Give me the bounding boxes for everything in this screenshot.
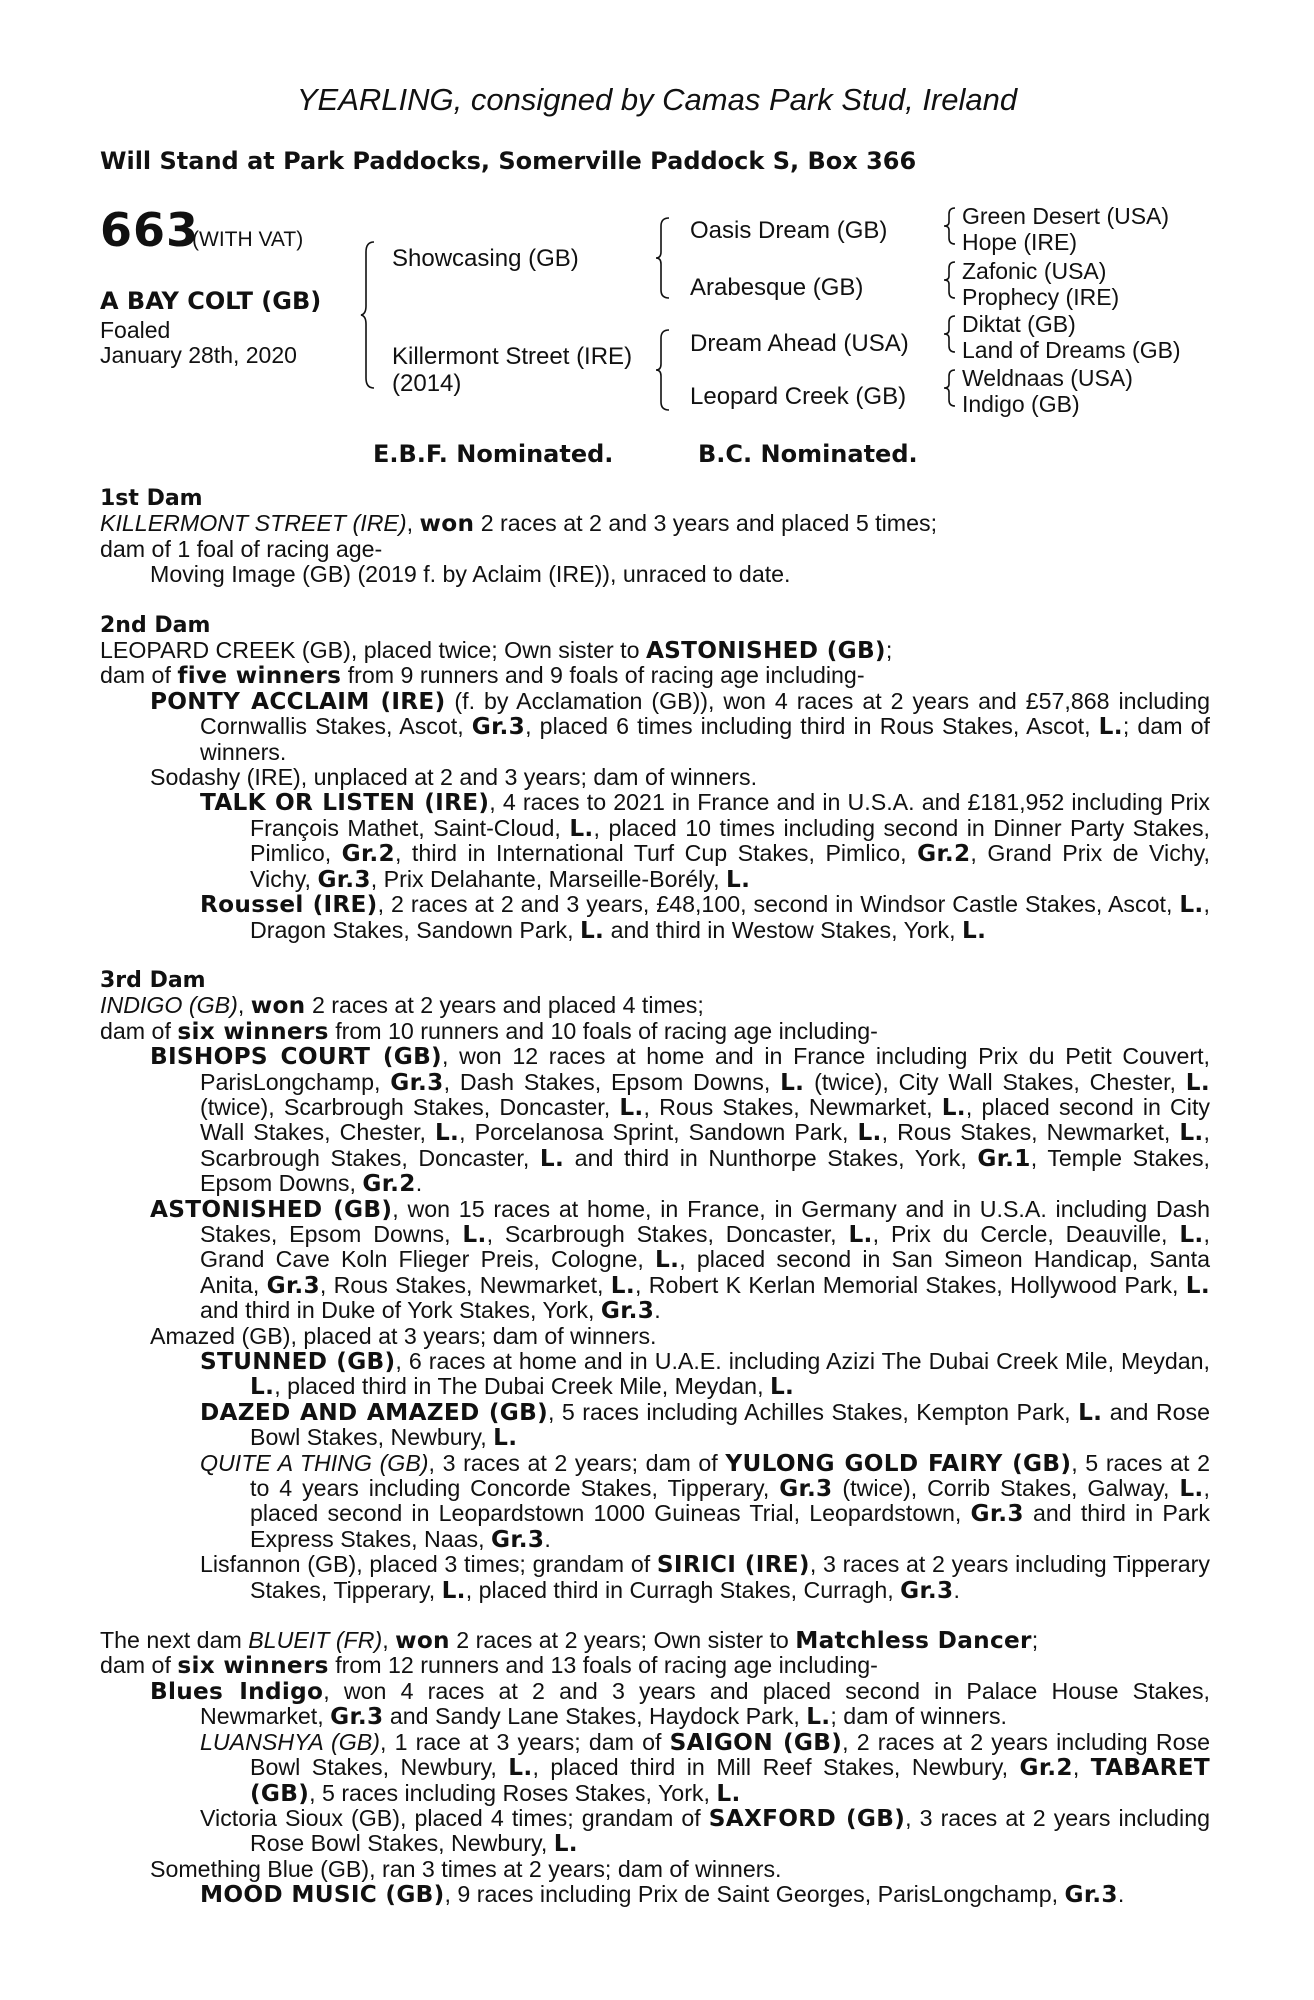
pedigree-gen3: Prophecy (IRE) [962,284,1120,310]
pedigree-bracket-g3-2 [943,260,957,300]
pedigree-bracket-main [360,240,376,390]
grand-produce-entry: Lisfannon (GB), placed 3 times; grandam of SIRICI (IRE), 3 races at 2 years including Tipperary Stakes, Tipperary, L., placed third in Curragh Stakes, Curragh, Gr.3. [200,1551,1210,1604]
pedigree-gen3: Land of Dreams (GB) [962,337,1181,363]
third-dam-section [100,968,1210,1603]
black-type-name: ASTONISHED (GB) [645,637,886,665]
black-type-name: STUNNED (GB) [200,1348,396,1375]
grand-produce-entry: DAZED AND AMAZED (GB), 5 races including Achilles Stakes, Kempton Park, L. and Rose Bowl Stakes, Newbury, L. [200,1398,1211,1452]
pedigree-gen3: Weldnaas (USA) [962,365,1133,391]
pedigree-bracket-g3-3 [943,314,957,354]
grand-produce-entry: QUITE A THING (GB), 3 races at 2 years; dam of YULONG GOLD FAIRY (GB), 5 races at 2 to 4 years including Concorde Stakes, Tipperary, Gr.3 (twice), Corrib Stakes, Galway, L., placed second in Leopardstown 1000 Guineas Trial, Leopardstown, Gr.3 and third in Park Express Stakes, Naas, Gr.3. [200,1449,1210,1553]
produce-entry: ASTONISHED (GB), won 15 races at home, in France, in Germany and in U.S.A. including Dash Stakes, Epsom Downs, L., Scarbrough Stakes, Doncaster, L., Prix du Cercle, Deauville, L., Grand Cave Koln Flieger Preis, Cologne, L., placed second in San Simeon Handicap, Santa Anita, Gr.3, Rous Stakes, Newmarket, L., Robert K Kerlan Memorial Stakes, Hollywood Park, L. and third in Duke of York Stakes, York, Gr.3. [150,1195,1211,1325]
grand-produce-entry: TALK OR LISTEN (IRE), 4 races to 2021 in France and in U.S.A. and £181,952 including Prix François Mathet, Saint-Cloud, L., placed 10 times including second in Dinner Party Stakes, Pimlico, Gr.2, third in International Turf Cup Stakes, Pimlico, Gr.2, Grand Prix de Vichy, Vichy, Gr.3, Prix Delahante, Marseille-Borély, L. [200,789,1211,893]
first-dam-section [100,486,1210,588]
pedigree-gen2: Dream Ahead (USA) [690,330,909,357]
black-type-name: PONTY ACCLAIM (IRE) [150,687,446,715]
section-heading: 3rd Dam [100,967,206,993]
bc-nomination: B.C. Nominated. [698,440,918,468]
pedigree-gen2: Oasis Dream (GB) [690,217,888,244]
pedigree-bracket-dam [655,328,671,412]
black-type-name: Blues Indigo [150,1677,324,1705]
section-heading: 2nd Dam [100,612,211,638]
stand-location: Will Stand at Park Paddocks, Somerville Paddock S, Box 366 [100,147,917,175]
dam-text: 2 races at 2 and 3 years and placed 5 times; [474,510,938,537]
pedigree-sire: Showcasing (GB) [392,245,579,272]
produce-entry: Something Blue (GB), ran 3 times at 2 years; dam of winners. [150,1855,782,1882]
page-title: YEARLING, consigned by Camas Park Stud, Ireland [296,82,1018,117]
produce-entry: Amazed (GB), placed at 3 years; dam of winners. [150,1322,657,1349]
pedigree-gen3: Green Desert (USA) [962,203,1170,229]
dam-record: KILLERMONT STREET (IRE), won 2 races at 2 and 3 years and placed 5 times; [100,510,938,538]
black-type-name: TALK OR LISTEN (IRE) [200,789,490,817]
next-dam-section [100,1628,1210,1907]
lot-number: 663 [100,203,200,257]
grand-produce-entry: STUNNED (GB), 6 races at home and in U.A.E. including Azizi The Dubai Creek Mile, Meydan, L., placed third in The Dubai Creek Mile, Meydan, L. [200,1348,1210,1401]
pedigree-gen3: Indigo (GB) [962,391,1080,417]
pedigree-dam-year: (2014) [392,370,462,397]
dam-record: LEOPARD CREEK (GB), placed twice; Own sister to ASTONISHED (GB); [100,637,893,665]
pedigree-bracket-g3-4 [943,368,957,408]
pedigree-gen2: Arabesque (GB) [690,274,864,301]
dam-name: KILLERMONT STREET (IRE) [100,510,407,537]
black-type-name: DAZED AND AMAZED (GB) [200,1398,549,1426]
dam-produce-summary: dam of five winners from 9 runners and 9 foals of racing age including- [100,662,865,690]
produce-entry: PONTY ACCLAIM (IRE) (f. by Acclamation (GB)), won 4 races at 2 years and £57,868 including Cornwallis Stakes, Ascot, Gr.3, placed 6 times including third in Rous Stakes, Ascot, L.; dam of winners. [150,687,1211,765]
black-type-name: MOOD MUSIC (GB) [200,1881,445,1909]
produce-entry: BISHOPS COURT (GB), won 12 races at home and in France including Prix du Petit Couvert, ParisLongchamp, Gr.3, Dash Stakes, Epsom Downs, L. (twice), City Wall Stakes, Chester, L. (twice), Scarbrough Stakes, Doncaster, L., Rous Stakes, Newmarket, L., placed second in City Wall Stakes, Chester, L., Porcelanosa Sprint, Sandown Park, L., Rous Stakes, Newmarket, L., Scarbrough Stakes, Doncaster, L. and third in Nunthorpe Stakes, York, Gr.1, Temple Stakes, Epsom Downs, Gr.2. [150,1043,1211,1198]
dam-name: QUITE A THING (GB) [200,1449,429,1476]
dam-name: INDIGO (GB) [100,992,238,1019]
lot-description: A BAY COLT (GB) [100,287,322,315]
dam-record: The next dam BLUEIT (FR), won 2 races at 2 years; Own sister to Matchless Dancer; [100,1627,1039,1655]
produce-entry: Moving Image (GB) (2019 f. by Aclaim (IRE)), unraced to date. [150,561,791,588]
second-dam-section [100,613,1210,943]
foaled-label: Foaled [100,317,171,343]
vat-note: (WITH VAT) [192,228,304,251]
pedigree-bracket-sire [655,216,671,300]
grand-produce-entry: Victoria Sioux (GB), placed 4 times; grandam of SAXFORD (GB), 3 races at 2 years including Rose Bowl Stakes, Newbury, L. [200,1804,1211,1858]
pedigree-gen3: Diktat (GB) [962,311,1076,337]
black-type-name: BISHOPS COURT (GB) [150,1043,442,1071]
section-heading: 1st Dam [100,486,203,511]
ebf-nomination: E.B.F. Nominated. [373,440,614,468]
dam-name: LUANSHYA (GB) [200,1728,380,1755]
grand-produce-entry: LUANSHYA (GB), 1 race at 3 years; dam of SAIGON (GB), 2 races at 2 years including Rose Bowl Stakes, Newbury, L., placed third in Mill Reef Stakes, Newbury, Gr.2, TABARET (GB), 5 races including Roses Stakes, York, L. [200,1728,1210,1807]
dam-produce-summary: dam of 1 foal of racing age- [100,535,383,562]
produce-entry: Blues Indigo, won 4 races at 2 and 3 years and placed second in Palace House Stakes, Newmarket, Gr.3 and Sandy Lane Stakes, Haydock Park, L.; dam of winners. [150,1677,1210,1731]
dam-produce-summary: dam of six winners from 10 runners and 10 foals of racing age including- [100,1017,878,1045]
pedigree-bracket-g3-1 [943,206,957,246]
dam-record: INDIGO (GB), won 2 races at 2 years and placed 4 times; [100,992,704,1020]
pedigree-gen3: Zafonic (USA) [962,258,1107,284]
black-type-name: Roussel (IRE) [200,891,378,919]
pedigree-gen2: Leopard Creek (GB) [690,383,907,410]
grand-produce-entry: Roussel (IRE), 2 races at 2 and 3 years, £48,100, second in Windsor Castle Stakes, Ascot, L., Dragon Stakes, Sandown Park, L. and third in Westow Stakes, York, L. [200,891,1210,944]
dam-name: BLUEIT (FR) [248,1627,383,1654]
grand-produce-entry: MOOD MUSIC (GB), 9 races including Prix de Saint Georges, ParisLongchamp, Gr.3. [200,1881,1125,1909]
pedigree-dam: Killermont Street (IRE) [392,343,633,370]
catalogue-body [100,486,1210,1933]
pedigree-gen3: Hope (IRE) [962,229,1078,255]
black-type-name: ASTONISHED (GB) [150,1195,393,1223]
dam-produce-summary: dam of six winners from 12 runners and 13 foals of racing age including- [100,1652,878,1680]
won-label: won [419,510,475,538]
produce-entry: Sodashy (IRE), unplaced at 2 and 3 years; dam of winners. [150,764,758,791]
foaled-date: January 28th, 2020 [100,342,297,368]
